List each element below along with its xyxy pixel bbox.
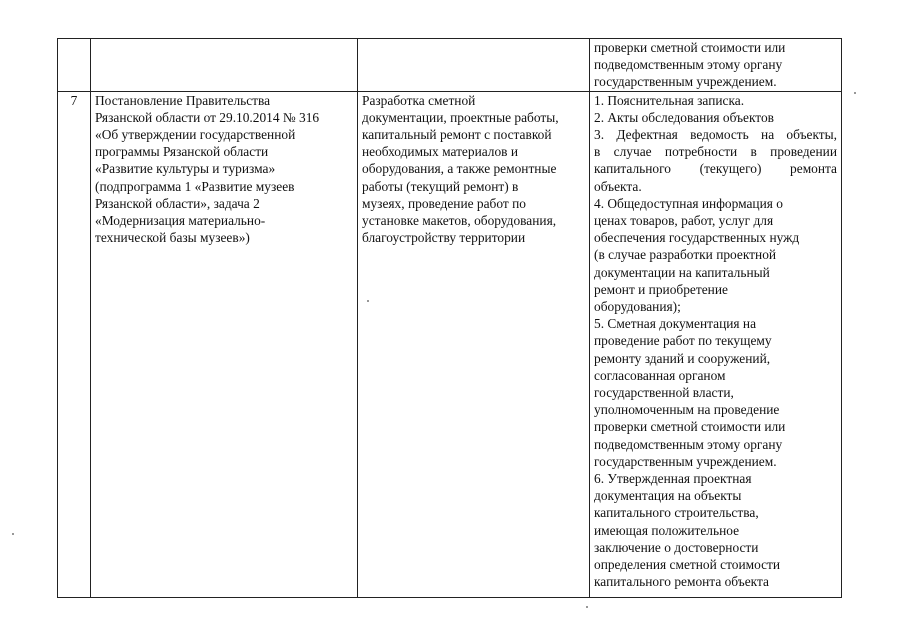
text-line: капитального ремонта объекта (594, 574, 769, 590)
text-line: определения сметной стоимости (594, 557, 781, 573)
text-line: государственной власти, (594, 385, 734, 401)
text-line: проверки сметной стоимости или (594, 419, 786, 435)
text-line: 4. Общедоступная информация о (594, 195, 783, 211)
text-line: уполномоченным на проведение (594, 402, 780, 418)
table-row (58, 91, 842, 597)
text-line: государственным учреждением. (594, 453, 777, 469)
text-line: «Модернизация материально- (95, 213, 266, 229)
text-line: согласованная органом (594, 367, 726, 383)
text-line: 6. Утвержденная проектная (594, 471, 752, 487)
scan-speck (367, 300, 369, 302)
text-line: программы Рязанской области (95, 144, 269, 160)
text-line: государственным учреждением. (594, 74, 777, 90)
text-line: в случае потребности в проведении (594, 144, 837, 160)
text-line: подведомственным этому органу (594, 57, 783, 73)
text-line: «Об утверждении государственной (95, 127, 296, 143)
text-line: (в случае разработки проектной (594, 247, 777, 263)
documents-cell (590, 91, 842, 597)
row-number-cell (58, 91, 91, 597)
text-line: ремонту зданий и сооружений, (594, 350, 771, 366)
text-line: ценах товаров, работ, услуг для (594, 213, 774, 229)
act-cell (91, 91, 358, 597)
text-line: документации на капитальный (594, 264, 770, 280)
text-line: объекта. (594, 178, 642, 194)
text-line: 3. Дефектная ведомость на объекты, (594, 127, 837, 143)
text-line: оборудования); (594, 299, 681, 315)
text-line: проверки сметной стоимости или (594, 40, 786, 55)
requirements-table (57, 38, 842, 598)
text-line: 5. Сметная документация на (594, 316, 757, 332)
text-line: документации, проектные работы, (362, 109, 559, 125)
text-line: документация на объекты (594, 488, 742, 504)
text-line: (подпрограмма 1 «Развитие музеев (95, 178, 295, 194)
scan-speck (12, 533, 14, 535)
table-row (58, 39, 842, 92)
scan-speck (854, 92, 856, 94)
row-number-cell (58, 39, 91, 92)
text-line: «Развитие культуры и туризма» (95, 161, 276, 177)
text-line: оборудования, а также ремонтные (362, 161, 557, 177)
text-line: технической базы музеев») (95, 230, 250, 246)
text-line: 1. Пояснительная записка. (594, 92, 745, 108)
text-line: Рязанской области», задача 2 (95, 195, 260, 211)
text-line: заключение о достоверности (594, 539, 759, 555)
text-line: капитальный ремонт с поставкой (362, 127, 552, 143)
text-line: подведомственным этому органу (594, 436, 783, 452)
text-line: Рязанской области от 29.10.2014 № 316 (95, 109, 320, 125)
text-line: проведение работ по текущему (594, 333, 772, 349)
text-line: Разработка сметной (362, 92, 476, 108)
text-line: необходимых материалов и (362, 144, 519, 160)
row-number: 7 (70, 92, 78, 108)
text-line: установке макетов, оборудования, (362, 213, 557, 229)
scan-speck (586, 606, 588, 608)
text-line: имеющая положительное (594, 522, 740, 538)
text-line: музеях, проведение работ по (362, 195, 526, 211)
act-cell (91, 39, 358, 92)
text-line: благоустройству территории (362, 230, 526, 246)
text-line: ремонт и приобретение (594, 281, 728, 297)
documents-cell (590, 39, 842, 92)
text-line: капитального строительства, (594, 505, 759, 521)
work-cell (358, 39, 590, 92)
text-line: Постановление Правительства (95, 92, 271, 108)
text-line: работы (текущий ремонт) в (362, 178, 519, 194)
work-cell (358, 91, 590, 597)
text-line: обеспечения государственных нужд (594, 230, 800, 246)
text-line: капитального (текущего) ремонта (594, 161, 837, 177)
text-line: 2. Акты обследования объектов (594, 109, 774, 125)
